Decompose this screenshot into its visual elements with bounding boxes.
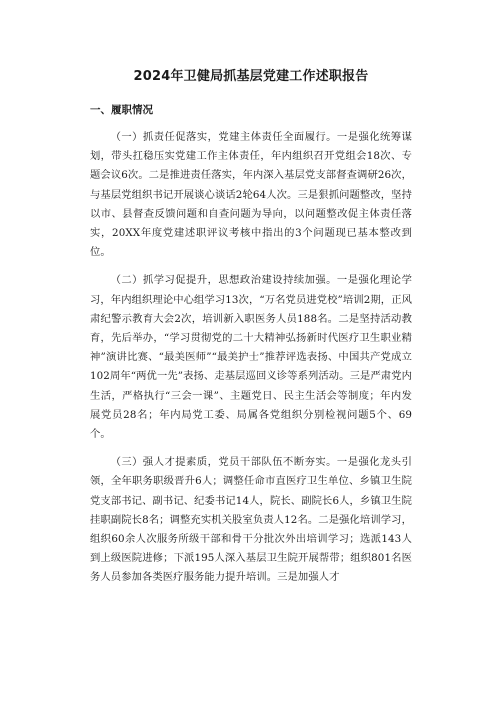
paragraph-study: （二）抓学习促提升，思想政治建设持续加强。一是强化理论学习，年内组织理论中心组学习13次，“万名党员进党校”培训2期，正风肃纪警示教育大会2次，培训新入职医务人员188名。二是坚持活动教育，先后举办，“学习贯彻党的二十大精神弘扬新时代医疗卫生职业精神”演讲比赛、“最美医师”“最美护士”推荐评选表扬、中国共产党成立102周年“两优一先”表扬、走基层巡回义诊等系列活动。三是严肃党内生活，严格执行“三会一课”、主题党日、民主生活会等制度；年内发展党员28名；年内局党工委、局属各党组织分别检视问题5个、69个。 (90, 274, 412, 441)
section-heading: 一、履职情况 (90, 104, 153, 116)
document-title: 2024年卫健局抓基层党建工作述职报告 (133, 69, 369, 84)
paragraph-talent: （三）强人才提素质，党员干部队伍不断夯实。一是强化龙头引领，全年职务职级晋升6人；调整任命市直医疗卫生单位、乡镇卫生院党支部书记、副书记、纪委书记14人，院长、副院长6人，乡镇卫生院挂职副院长8名；调整充实机关股室负责人12名。二是强化培训学习，组织60余人次服务所级干部和骨干分批次外出培训学习；选派143人到上级医院进修；下派195人深入基层卫生院开展帮带；组织801名医务人员参加各类医疗服务能力提升培训。三是加强人才 (90, 456, 412, 584)
paragraph-responsibility: （一）抓责任促落实，党建主体责任全面履行。一是强化统筹谋划，带头扛稳压实党建工作主体责任，年内组织召开党组会18次、专题会议6次。二是推进责任落实，年内深入基层党支部督查调研26次，与基层党组织书记开展谈心谈话2轮64人次。三是狠抓问题整改，坚持以市、县督查反馈问题和自查问题为导向，以问题整改促主体责任落实，20XX年度党建述职评议考核中指出的3个问题现已基本整改到位。 (90, 131, 412, 259)
